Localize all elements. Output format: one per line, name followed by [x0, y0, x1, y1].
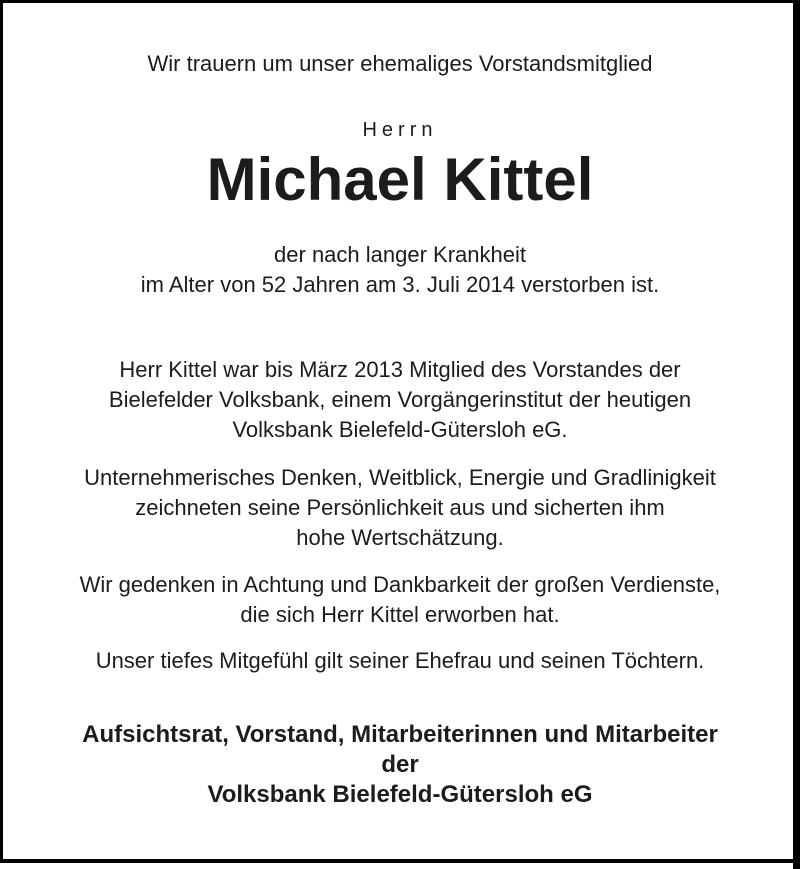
deceased-name: Michael Kittel — [206, 146, 594, 213]
tribute-line: Bielefelder Volksbank, einem Vorgängerinstitut der heutigen — [108, 387, 692, 412]
tribute-line: Wir gedenken in Achtung und Dankbarkeit der großen Verdienste, — [79, 572, 721, 597]
tribute-paragraph-1 — [0, 355, 800, 445]
tribute-paragraph-2 — [0, 463, 800, 553]
death-notice-line: der nach langer Krankheit — [274, 242, 526, 267]
tribute-paragraph-3 — [0, 570, 800, 630]
tribute-line: Volksbank Bielefeld-Gütersloh eG. — [232, 417, 568, 442]
tribute-line: zeichneten seine Persönlichkeit aus und sicherten ihm — [135, 495, 665, 520]
tribute-line: die sich Herr Kittel erworben hat. — [240, 602, 560, 627]
death-notice-line: im Alter von 52 Jahren am 3. Juli 2014 verstorben ist. — [140, 272, 660, 297]
condolence-line: Unser tiefes Mitgefühl gilt seiner Ehefrau und seinen Töchtern. — [95, 648, 705, 673]
signature-line: Volksbank Bielefeld-Gütersloh eG — [207, 781, 593, 808]
frame-bottom-border — [0, 859, 800, 863]
signature-block — [0, 720, 800, 810]
tribute-line: Herr Kittel war bis März 2013 Mitglied des Vorstandes der — [119, 357, 681, 382]
salutation: Herrn — [362, 119, 438, 141]
death-notice — [0, 240, 800, 300]
tribute-line: Unternehmerisches Denken, Weitblick, Energie und Gradlinigkeit — [84, 465, 716, 490]
signature-line: Aufsichtsrat, Vorstand, Mitarbeiterinnen und Mitarbeiter — [82, 721, 718, 748]
intro-line: Wir trauern um unser ehemaliges Vorstandsmitglied — [147, 51, 653, 76]
tribute-line: hohe Wertschätzung. — [296, 525, 504, 550]
signature-line: der — [381, 751, 419, 778]
